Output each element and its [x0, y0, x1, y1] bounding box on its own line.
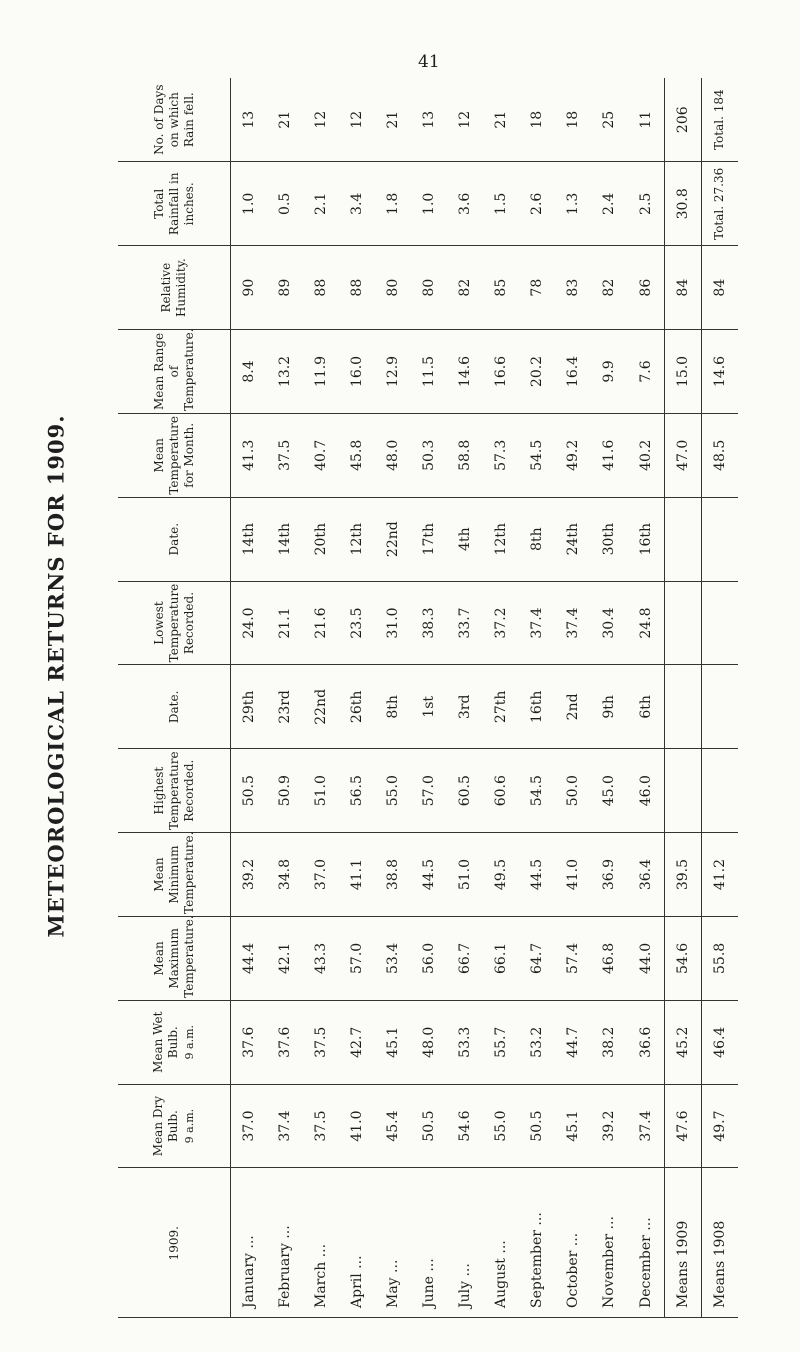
table-cell: 34.8 [267, 833, 303, 917]
table-cell: 47.6 [664, 1084, 701, 1168]
table-cell: 12 [303, 78, 339, 162]
table-cell: 16th [519, 665, 555, 749]
table-cell: 55.0 [375, 749, 411, 833]
table-cell: 37.5 [267, 413, 303, 497]
table-cell: 54.6 [664, 916, 701, 1000]
table-cell: 48.0 [411, 1000, 447, 1084]
table-cell: 12 [447, 78, 483, 162]
table-cell: 88 [303, 246, 339, 330]
table-cell: 41.0 [555, 833, 591, 917]
table-cell: 14th [267, 497, 303, 581]
table-cell: 45.1 [555, 1084, 591, 1168]
table-cell: 82 [591, 246, 627, 330]
table-cell: 83 [555, 246, 591, 330]
table-cell: 82 [447, 246, 483, 330]
table-cell: 86 [627, 246, 664, 330]
table-cell: 22nd [303, 665, 339, 749]
table-cell: 20.2 [519, 330, 555, 414]
column-header-label: Relative Humidity. [159, 258, 188, 318]
column-header-label: Mean Minimum Temperature. [151, 831, 196, 914]
table-cell: 2.1 [303, 162, 339, 246]
table-cell: 45.0 [591, 749, 627, 833]
table-cell: 49.7 [701, 1084, 738, 1168]
table-cell: 40.7 [303, 413, 339, 497]
table-cell: 9th [591, 665, 627, 749]
table-cell: 37.2 [483, 581, 519, 665]
table-cell: 30th [591, 497, 627, 581]
returns-table-region [118, 78, 738, 1318]
table-cell: 44.4 [231, 916, 268, 1000]
page-number: 41 [418, 52, 440, 72]
table-cell: 37.4 [627, 1084, 664, 1168]
table-cell: 54.5 [519, 749, 555, 833]
table-cell: 39.2 [591, 1084, 627, 1168]
table-cell: 64.7 [519, 916, 555, 1000]
month-label: September ... [529, 1212, 546, 1308]
table-cell: 44.0 [627, 916, 664, 1000]
table-cell: 37.6 [231, 1000, 268, 1084]
table-cell: 60.6 [483, 749, 519, 833]
table-cell: 25 [591, 78, 627, 162]
table-cell: 50.5 [519, 1084, 555, 1168]
table-cell: 0.5 [267, 162, 303, 246]
table-cell: 30.8 [664, 162, 701, 246]
month-label: February ... [277, 1225, 294, 1308]
table-cell: 42.7 [339, 1000, 375, 1084]
table-cell: 3.4 [339, 162, 375, 246]
column-header-label: Mean Dry Bulb. [151, 1095, 181, 1157]
table-cell: 60.5 [447, 749, 483, 833]
table-cell: 23.5 [339, 581, 375, 665]
table-cell: 37.6 [267, 1000, 303, 1084]
table-cell: 57.3 [483, 413, 519, 497]
table-cell: 38.3 [411, 581, 447, 665]
total-label: Total. [712, 112, 727, 151]
table-cell: 41.0 [339, 1084, 375, 1168]
table-cell: 44.7 [555, 1000, 591, 1084]
table-cell: 12th [483, 497, 519, 581]
table-cell: 51.0 [303, 749, 339, 833]
table-cell: 42.1 [267, 916, 303, 1000]
table-cell: 84 [664, 246, 701, 330]
table-cell: 57.4 [555, 916, 591, 1000]
month-label: July ... [457, 1263, 474, 1308]
table-cell: 84 [701, 246, 738, 330]
table-cell: 44.5 [411, 833, 447, 917]
column-header-label: Mean Wet Bulb. [151, 1011, 181, 1073]
table-cell: 18 [519, 78, 555, 162]
table-cell: 54.6 [447, 1084, 483, 1168]
table-cell: 53.3 [447, 1000, 483, 1084]
table-cell: 16.4 [555, 330, 591, 414]
table-cell: 14th [231, 497, 268, 581]
table-cell: 55.0 [483, 1084, 519, 1168]
table-cell: 37.5 [303, 1084, 339, 1168]
table-cell: 11.9 [303, 330, 339, 414]
table-cell: 78 [519, 246, 555, 330]
table-cell: 57.0 [339, 916, 375, 1000]
table-cell: 57.0 [411, 749, 447, 833]
column-header-label: Total Rainfall in inches. [151, 172, 196, 236]
table-cell: 3rd [447, 665, 483, 749]
column-header-label: Lowest Temperature Recorded. [151, 583, 196, 663]
month-label: May ... [385, 1259, 402, 1308]
month-label: November ... [601, 1216, 618, 1308]
table-cell: 16.6 [483, 330, 519, 414]
table-cell: 50.9 [267, 749, 303, 833]
table-cell: 1.5 [483, 162, 519, 246]
table-cell: 41.3 [231, 413, 268, 497]
table-cell: 1.3 [555, 162, 591, 246]
table-cell: 24th [555, 497, 591, 581]
table-cell: 37.0 [303, 833, 339, 917]
table-cell: 80 [375, 246, 411, 330]
table-cell: 8th [519, 497, 555, 581]
table-cell: 37.5 [303, 1000, 339, 1084]
table-cell: 54.5 [519, 413, 555, 497]
table-cell: 24.0 [231, 581, 268, 665]
table-cell: 2nd [555, 665, 591, 749]
table-cell: 89 [267, 246, 303, 330]
table-cell: 33.7 [447, 581, 483, 665]
table-cell: 80 [411, 246, 447, 330]
table-cell: 1st [411, 665, 447, 749]
table-cell: 21 [267, 78, 303, 162]
table-cell: 12 [339, 78, 375, 162]
table-cell: 21 [483, 78, 519, 162]
table-cell: 36.6 [627, 1000, 664, 1084]
table-cell: 11.5 [411, 330, 447, 414]
table-cell: 6th [627, 665, 664, 749]
table-cell: 21.6 [303, 581, 339, 665]
table-cell: 1.0 [411, 162, 447, 246]
table-cell: 37.4 [519, 581, 555, 665]
table-cell: 37.4 [267, 1084, 303, 1168]
month-label: January ... [241, 1235, 258, 1308]
table-cell: 11 [627, 78, 664, 162]
table-cell: 50.0 [555, 749, 591, 833]
table-cell: 41.2 [701, 833, 738, 917]
table-cell: 51.0 [447, 833, 483, 917]
table-cell: 18 [555, 78, 591, 162]
table-cell: 13.2 [267, 330, 303, 414]
table-cell: 40.2 [627, 413, 664, 497]
month-label: June ... [421, 1258, 438, 1308]
month-label: August ... [493, 1240, 510, 1308]
table-cell: 3.6 [447, 162, 483, 246]
table-cell: 26th [339, 665, 375, 749]
side-heading: METEOROLOGICAL RETURNS FOR 1909. [43, 414, 69, 938]
table-cell: 49.2 [555, 413, 591, 497]
table-cell: 50.5 [411, 1084, 447, 1168]
table-cell: 58.8 [447, 413, 483, 497]
table-cell: 39.2 [231, 833, 268, 917]
table-cell: 30.4 [591, 581, 627, 665]
table-cell: 50.5 [231, 749, 268, 833]
table-cell: 24.8 [627, 581, 664, 665]
table-cell: 37.4 [555, 581, 591, 665]
table-cell: 47.0 [664, 413, 701, 497]
column-header-subtitle: 9 a.m. [183, 1108, 197, 1144]
table-cell: 45.8 [339, 413, 375, 497]
table-cell: 66.7 [447, 916, 483, 1000]
table-cell: 206 [664, 78, 701, 162]
table-cell: 9.9 [591, 330, 627, 414]
table-cell: 43.3 [303, 916, 339, 1000]
means-label: Means 1909 [664, 1168, 701, 1318]
table-cell: 49.5 [483, 833, 519, 917]
table-cell: 13 [411, 78, 447, 162]
total-label: Total. [712, 202, 727, 240]
means-label: Means 1908 [701, 1168, 738, 1318]
table-cell: 13 [231, 78, 268, 162]
table-cell: 56.5 [339, 749, 375, 833]
table-cell: 55.7 [483, 1000, 519, 1084]
column-header-label: Highest Temperature Recorded. [151, 751, 196, 831]
column-header-label: Date. [166, 690, 181, 724]
table-cell: 90 [231, 246, 268, 330]
column-header-label: Mean Temperature for Month. [151, 416, 196, 495]
total-value: 27.36 [712, 167, 727, 203]
table-cell: 46.0 [627, 749, 664, 833]
table-cell: 41.6 [591, 413, 627, 497]
table-cell: 17th [411, 497, 447, 581]
table-cell: 1.0 [231, 162, 268, 246]
table-cell: 14.6 [447, 330, 483, 414]
total-value: 184 [712, 89, 727, 113]
table-cell: 39.5 [664, 833, 701, 917]
table-cell: 20th [303, 497, 339, 581]
table-cell: 12th [339, 497, 375, 581]
column-header-label: Mean Range of Temperature. [151, 328, 196, 411]
table-cell: 7.6 [627, 330, 664, 414]
table-cell: 41.1 [339, 833, 375, 917]
month-label: October ... [565, 1232, 582, 1308]
table-cell: 21 [375, 78, 411, 162]
month-label: December ... [637, 1217, 654, 1308]
table-cell: 55.8 [701, 916, 738, 1000]
column-header-label: Mean Maximum Temperature. [151, 915, 196, 998]
table-cell: 44.5 [519, 833, 555, 917]
table-cell: 88 [339, 246, 375, 330]
table-cell: 8.4 [231, 330, 268, 414]
table-cell: 36.4 [627, 833, 664, 917]
table-cell: 38.2 [591, 1000, 627, 1084]
table-cell: 36.9 [591, 833, 627, 917]
table-cell: 48.5 [701, 413, 738, 497]
table-cell: 66.1 [483, 916, 519, 1000]
month-label: March ... [313, 1243, 330, 1308]
table-cell: 31.0 [375, 581, 411, 665]
table-cell: 15.0 [664, 330, 701, 414]
table-cell: 45.2 [664, 1000, 701, 1084]
table-cell: 8th [375, 665, 411, 749]
column-header-subtitle: 9 a.m. [183, 1025, 197, 1060]
table-cell: 2.5 [627, 162, 664, 246]
table-cell: 45.4 [375, 1084, 411, 1168]
table-cell: 53.4 [375, 916, 411, 1000]
table-cell: 22nd [375, 497, 411, 581]
table-cell: 27th [483, 665, 519, 749]
table-cell: 85 [483, 246, 519, 330]
year-header: 1909. [118, 1168, 231, 1318]
column-header-label: Date. [166, 522, 181, 556]
table-cell: 2.4 [591, 162, 627, 246]
table-cell: 46.4 [701, 1000, 738, 1084]
table-cell: 12.9 [375, 330, 411, 414]
column-header-label: No. of Days on which Rain fell. [151, 84, 196, 155]
table-cell: 2.6 [519, 162, 555, 246]
table-cell: 48.0 [375, 413, 411, 497]
table-cell: 23rd [267, 665, 303, 749]
table-cell: 50.3 [411, 413, 447, 497]
table-cell: 16.0 [339, 330, 375, 414]
table-cell: 56.0 [411, 916, 447, 1000]
table-cell: 21.1 [267, 581, 303, 665]
table-cell: 16th [627, 497, 664, 581]
table-cell: 29th [231, 665, 268, 749]
table-cell: 37.0 [231, 1084, 268, 1168]
table-cell: 14.6 [701, 330, 738, 414]
table-cell: 4th [447, 497, 483, 581]
table-cell: 1.8 [375, 162, 411, 246]
table-cell: 38.8 [375, 833, 411, 917]
table-cell: 46.8 [591, 916, 627, 1000]
table-cell: 53.2 [519, 1000, 555, 1084]
month-label: April ... [349, 1255, 366, 1308]
table-cell: 45.1 [375, 1000, 411, 1084]
